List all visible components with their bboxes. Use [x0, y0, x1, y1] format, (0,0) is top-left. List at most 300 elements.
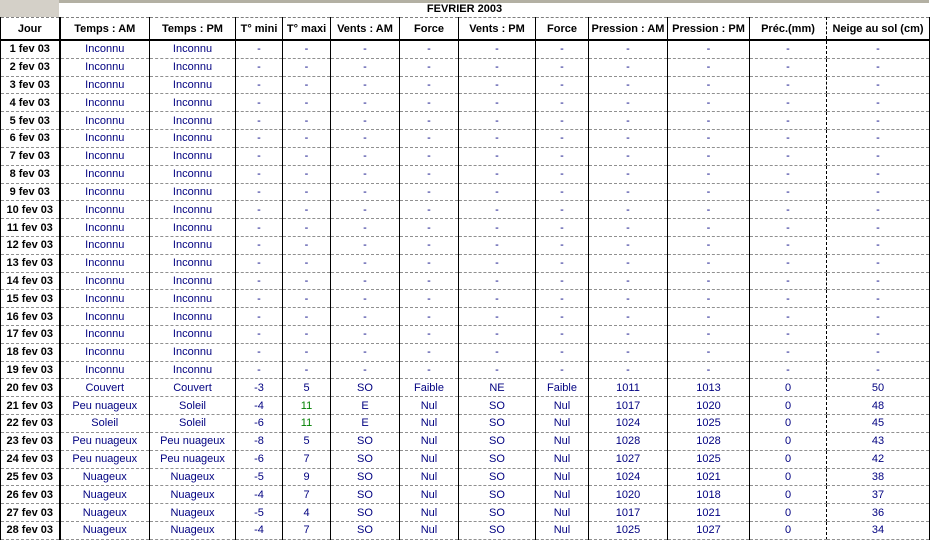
cell: -	[668, 147, 750, 165]
table-row	[1, 504, 930, 522]
cell: -	[589, 343, 668, 361]
cell: -	[668, 361, 750, 379]
cell: SO	[331, 450, 400, 468]
cell: -	[750, 308, 827, 326]
day-cell: 27 fev 03	[1, 504, 60, 522]
cell: -4	[236, 397, 283, 415]
cell: -	[459, 343, 536, 361]
cell: 4	[283, 504, 331, 522]
cell: -	[236, 254, 283, 272]
cell: -	[331, 40, 400, 58]
cell: -	[668, 254, 750, 272]
cell: Inconnu	[150, 201, 236, 219]
cell: 5	[283, 432, 331, 450]
cell: -	[827, 130, 930, 148]
day-cell: 8 fev 03	[1, 165, 60, 183]
cell: -	[331, 165, 400, 183]
cell: -	[400, 236, 459, 254]
cell: Nul	[536, 486, 589, 504]
cell: -	[827, 147, 930, 165]
day-cell: 9 fev 03	[1, 183, 60, 201]
cell: -	[400, 219, 459, 237]
cell: -	[236, 112, 283, 130]
cell: -	[400, 130, 459, 148]
cell: 1013	[668, 379, 750, 397]
table-row	[1, 130, 930, 148]
cell: -6	[236, 415, 283, 433]
cell: Inconnu	[150, 308, 236, 326]
table-row	[1, 415, 930, 433]
cell: Inconnu	[60, 343, 150, 361]
cell: -	[536, 76, 589, 94]
cell: -	[750, 76, 827, 94]
day-cell: 16 fev 03	[1, 308, 60, 326]
column-header-t-mini: T° mini	[236, 18, 283, 41]
table-row	[1, 308, 930, 326]
cell: -	[459, 58, 536, 76]
cell: -	[236, 326, 283, 344]
cell: SO	[459, 486, 536, 504]
cell: -	[589, 326, 668, 344]
day-cell: 15 fev 03	[1, 290, 60, 308]
cell: -	[400, 361, 459, 379]
cell: -	[827, 361, 930, 379]
cell: -	[668, 343, 750, 361]
cell: -	[750, 130, 827, 148]
cell: -	[459, 76, 536, 94]
cell: SO	[331, 468, 400, 486]
column-header-vents-am: Vents : AM	[331, 18, 400, 41]
cell: -	[283, 58, 331, 76]
cell: -	[668, 201, 750, 219]
cell: Inconnu	[60, 290, 150, 308]
cell: -	[750, 94, 827, 112]
column-header-neige-au-sol: Neige au sol (cm)	[827, 18, 930, 41]
cell: -	[668, 40, 750, 58]
cell: E	[331, 415, 400, 433]
cell: -	[459, 130, 536, 148]
cell: SO	[331, 432, 400, 450]
cell: -	[283, 94, 331, 112]
cell: -	[827, 272, 930, 290]
day-cell: 19 fev 03	[1, 361, 60, 379]
cell: -	[536, 201, 589, 219]
cell: -	[400, 94, 459, 112]
cell: -	[331, 183, 400, 201]
cell: Soleil	[60, 415, 150, 433]
cell: -	[750, 201, 827, 219]
cell: -	[668, 219, 750, 237]
cell: -	[400, 343, 459, 361]
cell: 7	[283, 450, 331, 468]
cell: -	[459, 201, 536, 219]
cell: 1011	[589, 379, 668, 397]
cell: -	[459, 326, 536, 344]
cell: -	[536, 183, 589, 201]
cell: -	[400, 165, 459, 183]
month-title: FEVRIER 2003	[426, 3, 503, 15]
cell: -	[750, 147, 827, 165]
table-body	[1, 40, 930, 539]
table-row	[1, 165, 930, 183]
cell: -	[827, 254, 930, 272]
cell: Peu nuageux	[60, 450, 150, 468]
cell: -	[283, 147, 331, 165]
cell: -	[236, 165, 283, 183]
cell: 1028	[668, 432, 750, 450]
column-header-force-am: Force	[400, 18, 459, 41]
cell: 34	[827, 521, 930, 539]
cell: -	[459, 94, 536, 112]
cell: -	[827, 326, 930, 344]
cell: -	[400, 290, 459, 308]
cell: SO	[331, 379, 400, 397]
cell: 5	[283, 379, 331, 397]
cell: -	[668, 272, 750, 290]
cell: -	[668, 76, 750, 94]
cell: -	[589, 201, 668, 219]
cell: SO	[459, 450, 536, 468]
cell: -	[589, 112, 668, 130]
cell: -	[459, 361, 536, 379]
cell: SO	[331, 486, 400, 504]
cell: -	[827, 112, 930, 130]
cell: -	[827, 183, 930, 201]
cell: Inconnu	[150, 76, 236, 94]
table-row	[1, 290, 930, 308]
cell: -	[459, 219, 536, 237]
cell: -	[236, 94, 283, 112]
cell: -	[668, 183, 750, 201]
cell: 1025	[668, 415, 750, 433]
cell: -	[750, 326, 827, 344]
table-row	[1, 236, 930, 254]
table-row	[1, 147, 930, 165]
cell: Inconnu	[60, 76, 150, 94]
cell: -	[236, 361, 283, 379]
cell: -	[668, 58, 750, 76]
day-cell: 2 fev 03	[1, 58, 60, 76]
cell: -	[827, 308, 930, 326]
table-row	[1, 361, 930, 379]
cell: -	[589, 361, 668, 379]
cell: -	[536, 40, 589, 58]
cell: -	[750, 290, 827, 308]
cell: Inconnu	[150, 58, 236, 76]
cell: 0	[750, 521, 827, 539]
cell: Inconnu	[60, 272, 150, 290]
cell: Nul	[400, 415, 459, 433]
cell: -	[331, 76, 400, 94]
cell: SO	[331, 521, 400, 539]
cell: 1027	[589, 450, 668, 468]
cell: -	[750, 361, 827, 379]
cell: -	[400, 76, 459, 94]
cell: -	[236, 40, 283, 58]
table-row	[1, 183, 930, 201]
cell: -	[827, 40, 930, 58]
day-cell: 26 fev 03	[1, 486, 60, 504]
day-cell: 20 fev 03	[1, 379, 60, 397]
cell: Nul	[536, 521, 589, 539]
column-header-t-maxi: T° maxi	[283, 18, 331, 41]
cell: Nuageux	[60, 486, 150, 504]
day-cell: 11 fev 03	[1, 219, 60, 237]
cell: 7	[283, 521, 331, 539]
day-cell: 28 fev 03	[1, 521, 60, 539]
cell: -	[236, 272, 283, 290]
cell: -	[331, 58, 400, 76]
cell: -	[331, 290, 400, 308]
cell: -	[536, 272, 589, 290]
cell: -	[236, 183, 283, 201]
cell: Nuageux	[150, 486, 236, 504]
cell: Inconnu	[60, 165, 150, 183]
cell: Nul	[400, 432, 459, 450]
cell: Inconnu	[60, 112, 150, 130]
cell: Inconnu	[150, 40, 236, 58]
cell: Nuageux	[60, 504, 150, 522]
cell: 1025	[589, 521, 668, 539]
cell: -6	[236, 450, 283, 468]
cell: -	[536, 254, 589, 272]
cell: -	[236, 130, 283, 148]
cell: -	[536, 219, 589, 237]
cell: -	[283, 254, 331, 272]
cell: -	[750, 40, 827, 58]
cell: -	[668, 326, 750, 344]
cell: -3	[236, 379, 283, 397]
day-cell: 6 fev 03	[1, 130, 60, 148]
cell: -	[536, 308, 589, 326]
cell: -	[536, 112, 589, 130]
cell: Inconnu	[150, 254, 236, 272]
cell: -	[827, 76, 930, 94]
column-header-pression-am: Pression : AM	[589, 18, 668, 41]
table-row	[1, 379, 930, 397]
cell: Inconnu	[150, 272, 236, 290]
cell: E	[331, 397, 400, 415]
cell: -	[668, 236, 750, 254]
column-header-prec-mm: Préc.(mm)	[750, 18, 827, 41]
cell: -	[589, 58, 668, 76]
cell: -	[589, 219, 668, 237]
top-left-corner	[0, 0, 59, 17]
cell: -	[236, 147, 283, 165]
cell: -	[536, 326, 589, 344]
weather-table	[0, 17, 930, 540]
day-cell: 12 fev 03	[1, 236, 60, 254]
cell: 42	[827, 450, 930, 468]
cell: -5	[236, 468, 283, 486]
cell: -	[827, 165, 930, 183]
cell: -	[283, 76, 331, 94]
cell: -	[400, 308, 459, 326]
cell: -	[400, 183, 459, 201]
cell: Inconnu	[60, 308, 150, 326]
cell: -	[236, 219, 283, 237]
cell: Faible	[536, 379, 589, 397]
cell: -	[236, 58, 283, 76]
cell: -	[236, 201, 283, 219]
table-row	[1, 432, 930, 450]
cell: 0	[750, 450, 827, 468]
cell: 1021	[668, 468, 750, 486]
cell: -	[536, 147, 589, 165]
cell: SO	[459, 415, 536, 433]
cell: 36	[827, 504, 930, 522]
day-cell: 21 fev 03	[1, 397, 60, 415]
cell: -	[668, 94, 750, 112]
cell: 45	[827, 415, 930, 433]
cell: -	[331, 272, 400, 290]
cell: 1020	[668, 397, 750, 415]
cell: -	[827, 219, 930, 237]
cell: -	[331, 219, 400, 237]
cell: -	[459, 254, 536, 272]
cell: -	[750, 254, 827, 272]
cell: 1027	[668, 521, 750, 539]
cell: Couvert	[60, 379, 150, 397]
cell: 11	[283, 397, 331, 415]
cell: -	[236, 290, 283, 308]
cell: Inconnu	[150, 326, 236, 344]
cell: 43	[827, 432, 930, 450]
cell: -	[536, 361, 589, 379]
cell: -	[750, 343, 827, 361]
cell: -	[589, 165, 668, 183]
cell: Inconnu	[150, 94, 236, 112]
cell: 50	[827, 379, 930, 397]
column-header-temps-am: Temps : AM	[60, 18, 150, 41]
cell: -	[589, 236, 668, 254]
cell: 1028	[589, 432, 668, 450]
column-header-pression-pm: Pression : PM	[668, 18, 750, 41]
cell: SO	[459, 521, 536, 539]
cell: Inconnu	[60, 236, 150, 254]
cell: -	[331, 112, 400, 130]
cell: -	[589, 76, 668, 94]
cell: Nul	[400, 468, 459, 486]
cell: -	[668, 308, 750, 326]
cell: Inconnu	[60, 40, 150, 58]
cell: 37	[827, 486, 930, 504]
cell: 0	[750, 468, 827, 486]
cell: -	[589, 40, 668, 58]
cell: SO	[459, 468, 536, 486]
cell: Nul	[400, 504, 459, 522]
cell: -	[283, 112, 331, 130]
cell: -	[750, 272, 827, 290]
table-row	[1, 76, 930, 94]
cell: Soleil	[150, 415, 236, 433]
cell: -	[459, 147, 536, 165]
cell: Nul	[400, 450, 459, 468]
cell: Nul	[536, 432, 589, 450]
cell: -	[827, 94, 930, 112]
cell: Inconnu	[150, 219, 236, 237]
cell: -	[331, 130, 400, 148]
cell: 0	[750, 379, 827, 397]
table-row	[1, 397, 930, 415]
cell: -	[400, 40, 459, 58]
cell: -	[331, 94, 400, 112]
cell: -	[283, 201, 331, 219]
cell: 1018	[668, 486, 750, 504]
cell: Nul	[400, 397, 459, 415]
cell: -	[283, 290, 331, 308]
cell: Inconnu	[150, 361, 236, 379]
cell: -	[536, 290, 589, 308]
cell: SO	[459, 432, 536, 450]
cell: -	[589, 94, 668, 112]
day-cell: 18 fev 03	[1, 343, 60, 361]
day-cell: 24 fev 03	[1, 450, 60, 468]
cell: -	[750, 236, 827, 254]
table-row	[1, 326, 930, 344]
cell: -	[331, 147, 400, 165]
cell: 0	[750, 415, 827, 433]
column-header-temps-pm: Temps : PM	[150, 18, 236, 41]
cell: -	[283, 165, 331, 183]
cell: Nul	[536, 468, 589, 486]
day-cell: 25 fev 03	[1, 468, 60, 486]
cell: -	[459, 272, 536, 290]
day-cell: 1 fev 03	[1, 40, 60, 58]
cell: Nul	[536, 504, 589, 522]
day-cell: 17 fev 03	[1, 326, 60, 344]
cell: 1021	[668, 504, 750, 522]
cell: -	[331, 201, 400, 219]
cell: 0	[750, 432, 827, 450]
cell: Peu nuageux	[150, 432, 236, 450]
cell: 9	[283, 468, 331, 486]
cell: 1024	[589, 468, 668, 486]
table-row	[1, 343, 930, 361]
day-cell: 14 fev 03	[1, 272, 60, 290]
cell: Inconnu	[150, 147, 236, 165]
cell: -8	[236, 432, 283, 450]
cell: Inconnu	[150, 290, 236, 308]
day-cell: 4 fev 03	[1, 94, 60, 112]
cell: Soleil	[150, 397, 236, 415]
cell: 0	[750, 397, 827, 415]
table-row	[1, 450, 930, 468]
cell: -	[459, 165, 536, 183]
cell: -	[668, 112, 750, 130]
cell: -	[400, 147, 459, 165]
table-row	[1, 468, 930, 486]
cell: Peu nuageux	[60, 397, 150, 415]
cell: -	[283, 343, 331, 361]
cell: 7	[283, 486, 331, 504]
table-header	[1, 18, 930, 41]
cell: Nuageux	[150, 468, 236, 486]
table-row	[1, 272, 930, 290]
cell: -	[283, 219, 331, 237]
cell: Faible	[400, 379, 459, 397]
cell: Inconnu	[60, 201, 150, 219]
cell: -	[283, 361, 331, 379]
cell: -	[400, 272, 459, 290]
cell: Inconnu	[60, 94, 150, 112]
cell: -	[283, 308, 331, 326]
cell: -	[536, 94, 589, 112]
cell: -	[459, 236, 536, 254]
cell: -	[750, 58, 827, 76]
cell: Nul	[536, 415, 589, 433]
column-header-jour: Jour	[1, 18, 60, 41]
